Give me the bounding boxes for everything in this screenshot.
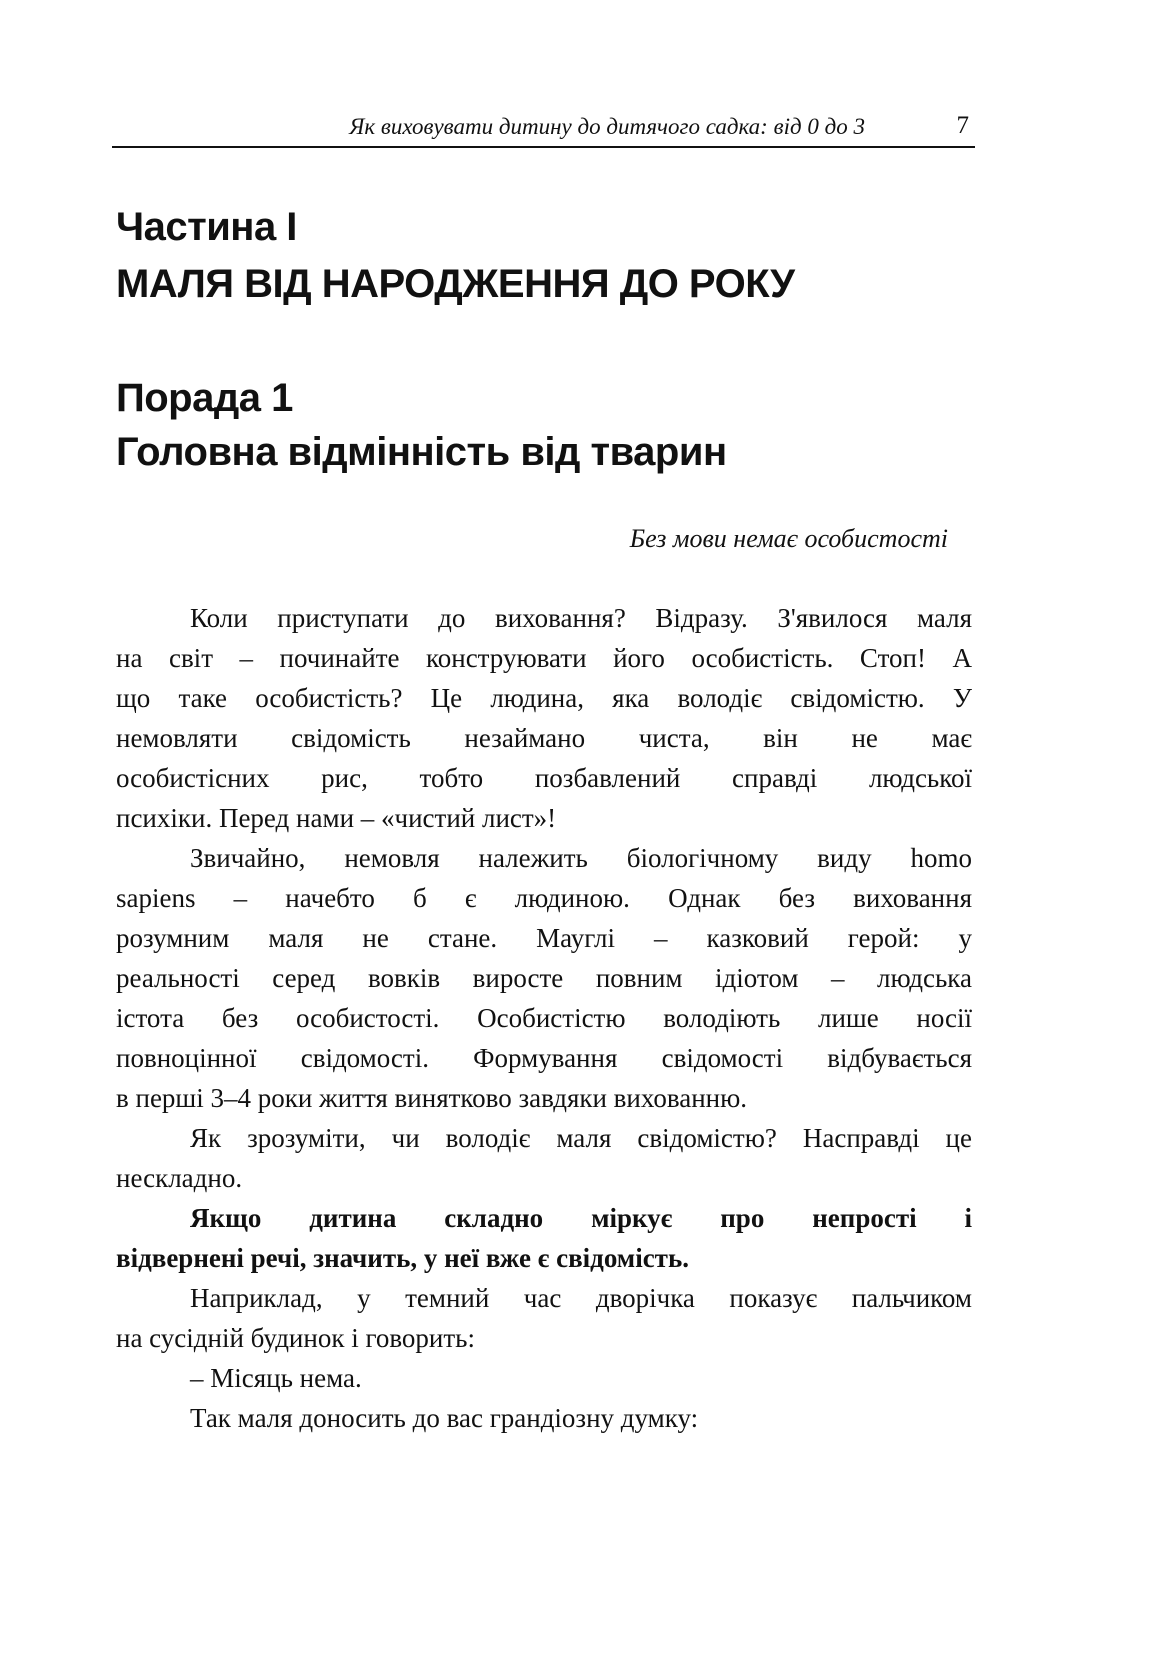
paragraph xyxy=(116,1118,972,1198)
text-line: що таке особистість? Це людина, яка володіє свідомістю. У xyxy=(116,683,972,713)
running-header-title: Як виховувати дитину до дитячого садка: від 0 до 3 xyxy=(349,114,865,139)
body-text xyxy=(116,598,972,1438)
text-line: Як зрозуміти, чи володіє маля свідомістю? Насправді це xyxy=(190,1123,972,1153)
paragraph xyxy=(116,1278,972,1358)
text-line: Якщо дитина складно міркує про непрості і xyxy=(190,1203,972,1233)
text-line: на сусідній будинок і говорить: xyxy=(116,1323,475,1353)
part-title: МАЛЯ ВІД НАРОДЖЕННЯ ДО РОКУ xyxy=(116,262,795,306)
section-label: Порада 1 xyxy=(116,376,293,420)
epigraph: Без мови немає особистості xyxy=(629,524,948,553)
text-line: Так маля доносить до вас грандіозну думку: xyxy=(190,1403,699,1433)
text-line: нескладно. xyxy=(116,1163,243,1193)
text-line: немовляти свідомість незаймано чиста, він не має xyxy=(116,723,972,753)
text-line: розумним маля не стане. Мауглі – казковий герой: у xyxy=(116,923,972,953)
paragraph xyxy=(116,1198,972,1278)
text-line: повноцінної свідомості. Формування свідомості відбувається xyxy=(116,1043,972,1073)
text-line: – Місяць нема. xyxy=(190,1363,362,1393)
text-line: Наприклад, у темний час дворічка показує пальчиком xyxy=(190,1283,972,1313)
paragraph xyxy=(116,1358,972,1398)
paragraph xyxy=(116,598,972,838)
text-line: Звичайно, немовля належить біологічному виду homo xyxy=(190,843,972,873)
paragraph xyxy=(116,1398,972,1438)
text-line: в перші 3–4 роки життя винятково завдяки вихованню. xyxy=(116,1083,748,1113)
text-line: реальності серед вовків виросте повним ідіотом – людська xyxy=(116,963,972,993)
text-line: відвернені речі, значить, у неї вже є свідомість. xyxy=(116,1243,689,1273)
text-line: особистісних рис, тобто позбавлений справді людської xyxy=(116,763,972,793)
text-line: психіки. Перед нами – «чистий лист»! xyxy=(116,803,557,833)
paragraph xyxy=(116,838,972,1118)
text-line: на світ – починайте конструювати його особистість. Стоп! А xyxy=(116,643,972,673)
text-line: Коли приступати до виховання? Відразу. З'явилося маля xyxy=(190,603,972,633)
page-number: 7 xyxy=(956,112,969,139)
text-line: sapiens – начебто б є людиною. Однак без виховання xyxy=(116,883,972,913)
text-line: істота без особистості. Особистістю володіють лише носії xyxy=(116,1003,972,1033)
part-label: Частина I xyxy=(116,205,297,249)
running-header xyxy=(112,112,975,148)
section-title: Головна відмінність від тварин xyxy=(116,430,727,474)
